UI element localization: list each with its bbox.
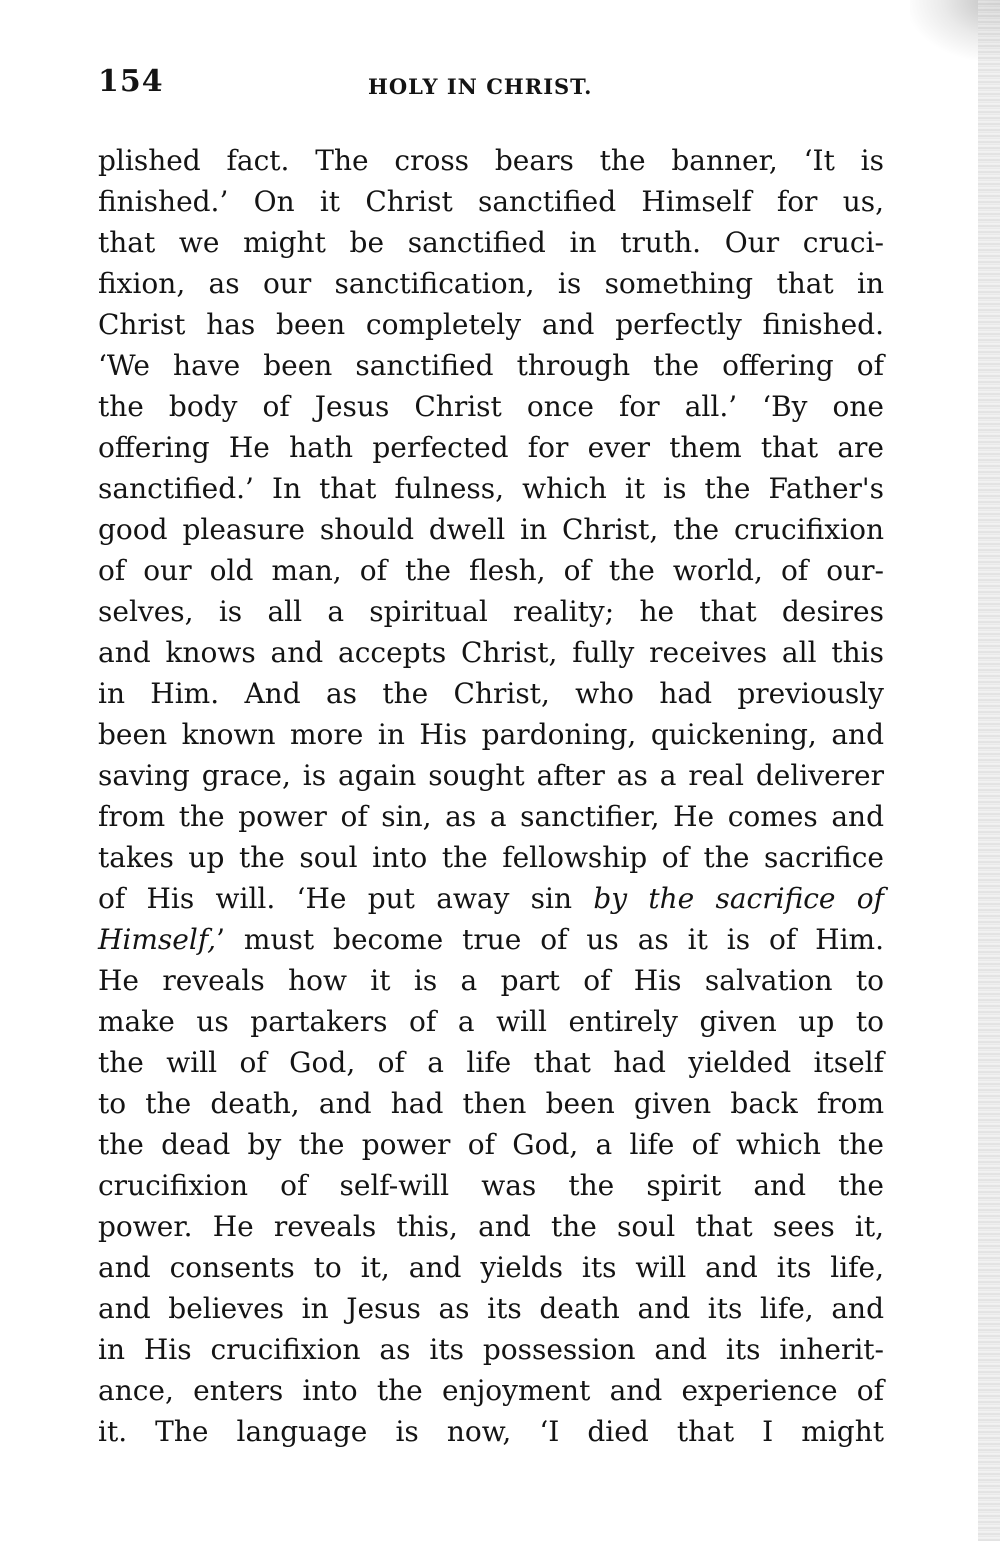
text-line: in Him. And as the Christ, who had previously xyxy=(98,677,884,710)
text-line: crucifixion of self-will was the spirit and the xyxy=(98,1169,884,1202)
text-line: selves, is all a spiritual reality; he that desires xyxy=(98,595,884,628)
text-line: and knows and accepts Christ, fully receives all this xyxy=(98,636,884,669)
running-head xyxy=(98,64,884,104)
text-line: ance, enters into the enjoyment and experience of xyxy=(98,1374,884,1407)
text-line: sanctified.’ In that fulness, which it is the Father's xyxy=(98,472,884,505)
text-segment: ’ must become true of us as it is of Him. xyxy=(216,923,884,956)
text-line: good pleasure should dwell in Christ, the crucifixion xyxy=(98,513,884,546)
text-line: to the death, and had then been given back from xyxy=(98,1087,884,1120)
text-line: that we might be sanctified in truth. Our cruci- xyxy=(98,226,884,259)
text-line: power. He reveals this, and the soul that sees it, xyxy=(98,1210,884,1243)
text-segment: of His will. ‘He put away sin xyxy=(98,882,594,915)
text-line: Christ has been completely and perfectly finished. xyxy=(98,308,884,341)
text-line-with-italic xyxy=(98,878,884,919)
text-line: been known more in His pardoning, quickening, and xyxy=(98,718,884,751)
text-line: offering He hath perfected for ever them that are xyxy=(98,431,884,464)
text-line-with-italic xyxy=(98,919,884,960)
text-line: plished fact. The cross bears the banner, ‘It is xyxy=(98,144,884,177)
text-line: it. The language is now, ‘I died that I might xyxy=(98,1415,884,1448)
running-title: HOLY IN CHRIST. xyxy=(368,74,593,99)
page-edge-shadow xyxy=(978,0,1000,1541)
text-line: ‘We have been sanctified through the offering of xyxy=(98,349,884,382)
text-line: fixion, as our sanctification, is something that in xyxy=(98,267,884,300)
text-line: of our old man, of the flesh, of the world, of our- xyxy=(98,554,884,587)
text-line: the dead by the power of God, a life of which the xyxy=(98,1128,884,1161)
page-number: 154 xyxy=(98,64,164,99)
text-line: from the power of sin, as a sanctifier, He comes and xyxy=(98,800,884,833)
body-text xyxy=(98,140,884,1452)
italic-phrase: by the sacrifice of xyxy=(593,882,885,915)
text-line: the body of Jesus Christ once for all.’ ‘By one xyxy=(98,390,884,423)
italic-phrase: Himself, xyxy=(98,923,217,956)
text-line: and believes in Jesus as its death and its life, and xyxy=(98,1292,884,1325)
text-line: finished.’ On it Christ sanctified Himself for us, xyxy=(98,185,884,218)
text-line: and consents to it, and yields its will and its life, xyxy=(98,1251,884,1284)
text-line: He reveals how it is a part of His salvation to xyxy=(98,964,884,997)
text-line: make us partakers of a will entirely given up to xyxy=(98,1005,884,1038)
text-line: the will of God, of a life that had yielded itself xyxy=(98,1046,884,1079)
text-line: saving grace, is again sought after as a real deliverer xyxy=(98,759,884,792)
text-line: takes up the soul into the fellowship of the sacrifice xyxy=(98,841,884,874)
text-line: in His crucifixion as its possession and its inherit- xyxy=(98,1333,884,1366)
